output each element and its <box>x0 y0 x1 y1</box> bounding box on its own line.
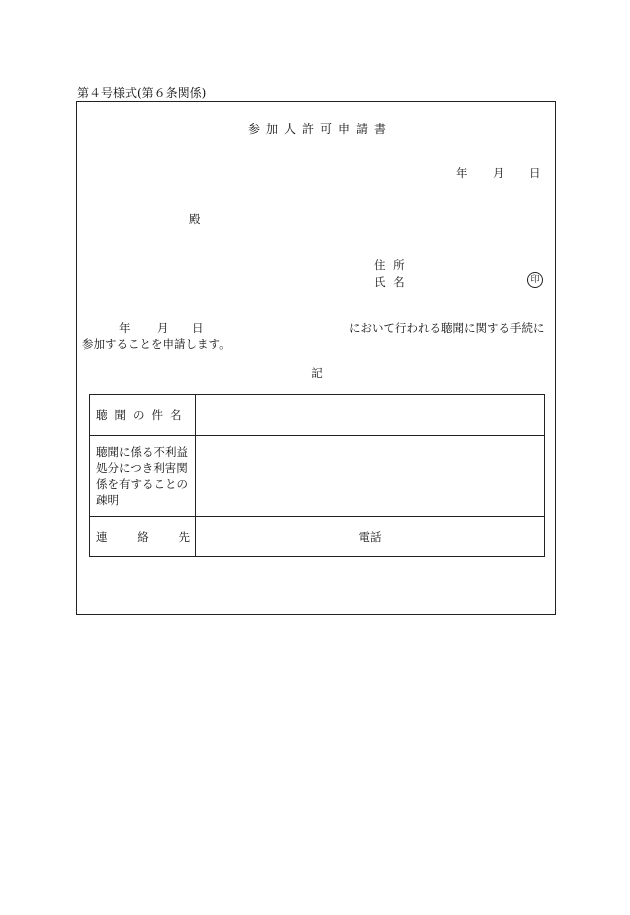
interest-label: 聴聞に係る不利益処分につき利害関係を有することの疎明 <box>96 445 188 507</box>
date-day-label: 日 <box>529 166 541 180</box>
contact-label-char: 先 <box>178 529 190 544</box>
contact-phone-cell[interactable] <box>196 517 545 557</box>
hearing-month-label: 月 <box>157 321 169 335</box>
applicant-name-label: 氏 名 <box>374 275 407 289</box>
application-form <box>76 101 556 615</box>
table-row-contact <box>90 517 545 557</box>
contact-label-cell <box>90 517 196 557</box>
ki-heading: 記 <box>311 366 323 380</box>
seal-icon: 印 <box>527 272 543 288</box>
phone-label: 電話 <box>358 529 382 544</box>
addressee-suffix: 殿 <box>189 212 201 226</box>
table-row-interest <box>90 436 545 517</box>
form-number: 第４号様式(第６条関係) <box>77 86 207 100</box>
subject-label-cell <box>90 395 196 436</box>
body-text-line-2: 参加することを申請します。 <box>82 337 231 351</box>
interest-label-cell <box>90 436 196 517</box>
body-text-line-1: において行われる聴聞に関する手続に <box>349 321 545 335</box>
contact-label-char: 絡 <box>137 529 149 544</box>
subject-label: 聴聞の件名 <box>96 408 189 422</box>
hearing-year-label: 年 <box>119 321 131 335</box>
subject-input-cell[interactable] <box>196 395 545 436</box>
document-title: 参加人許可申請書 <box>247 122 392 136</box>
contact-label <box>96 529 190 545</box>
table-row-subject <box>90 395 545 436</box>
contact-label-char: 連 <box>96 529 108 544</box>
interest-input-cell[interactable] <box>196 436 545 517</box>
applicant-address-label: 住 所 <box>374 258 407 272</box>
date-year-label: 年 <box>456 166 468 180</box>
details-table <box>89 394 545 557</box>
date-month-label: 月 <box>493 166 505 180</box>
hearing-day-label: 日 <box>192 321 204 335</box>
